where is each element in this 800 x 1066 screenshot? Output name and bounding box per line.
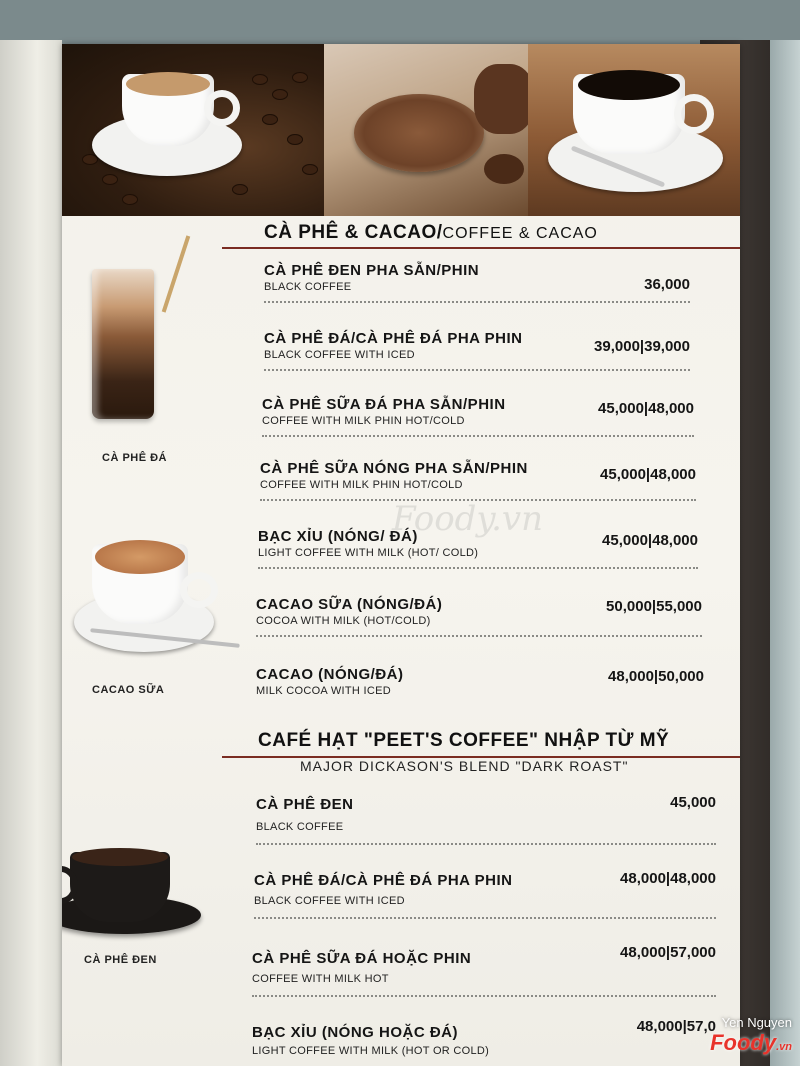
menu-item	[256, 596, 702, 627]
item-price: 48,000|57,000	[620, 944, 716, 961]
foody-logo	[710, 1030, 792, 1056]
dotted-separator	[252, 995, 716, 997]
item-price: 48,000|57,0	[636, 1018, 716, 1035]
item-english-name: LIGHT COFFEE WITH MILK (HOT OR COLD)	[252, 1045, 490, 1057]
item-name: CÀ PHÊ ĐEN	[256, 796, 354, 813]
menu-item	[254, 872, 716, 907]
item-name: CÀ PHÊ SỮA ĐÁ PHA SẴN/PHIN	[262, 396, 506, 413]
foody-logo-text: Foody	[710, 1030, 777, 1055]
item-price: 50,000|55,000	[606, 598, 702, 615]
menu-item	[264, 330, 690, 361]
menu-item	[256, 796, 716, 833]
photo-cocoa-powder-spoon	[324, 44, 528, 216]
item-price: 39,000|39,000	[594, 338, 690, 355]
photo-credit	[710, 1015, 792, 1056]
menu-item	[256, 666, 704, 697]
item-price: 48,000|48,000	[620, 870, 716, 887]
straw	[162, 235, 191, 312]
header-photos	[62, 44, 740, 216]
menu-item	[252, 944, 716, 985]
item-english-name: BLACK COFFEE WITH ICED	[254, 895, 405, 907]
item-english-name: LIGHT COFFEE WITH MILK (HOT/ COLD)	[258, 547, 479, 559]
item-price: 36,000	[644, 276, 690, 293]
foody-watermark: Foody.vn	[392, 499, 544, 539]
side-label-ca-phe-den: CÀ PHÊ ĐEN	[84, 954, 157, 966]
menu-item	[264, 262, 690, 293]
menu-item	[252, 1018, 716, 1057]
dotted-separator	[254, 917, 716, 919]
item-name: CÀ PHÊ ĐÁ/CÀ PHÊ ĐÁ PHA PHIN	[264, 330, 523, 347]
section-title-vi: CÀ PHÊ & CACAO/	[264, 222, 443, 243]
item-english-name: BLACK COFFEE	[256, 821, 344, 833]
section-rule	[222, 247, 740, 249]
item-english-name: MILK COCOA WITH ICED	[256, 685, 391, 697]
side-label-cacao-sua: CACAO SỮA	[92, 684, 165, 696]
menu-item	[262, 396, 694, 427]
side-label-ca-phe-da: CÀ PHÊ ĐÁ	[102, 452, 168, 464]
item-english-name: COFFEE WITH MILK PHIN HOT/COLD	[260, 479, 463, 491]
menu-left-page-edge	[0, 40, 62, 1066]
item-name: CACAO (NÓNG/ĐÁ)	[256, 666, 404, 683]
menu-page	[62, 44, 740, 1066]
photo-black-coffee-cup	[528, 44, 740, 216]
iced-coffee-glass-image	[92, 269, 154, 419]
dotted-separator	[258, 567, 698, 569]
item-name: CACAO SỮA (NÓNG/ĐÁ)	[256, 596, 443, 613]
item-name: CÀ PHÊ ĐEN PHA SẴN/PHIN	[264, 262, 480, 279]
foody-logo-suffix: .vn	[776, 1041, 792, 1053]
section-peets-coffee-title: CAFÉ HẠT "PEET'S COFFEE" NHẬP TỪ MỸ	[258, 730, 670, 751]
dotted-separator	[262, 435, 694, 437]
item-name: BẠC XỈU (NÓNG HOẶC ĐÁ)	[252, 1024, 458, 1041]
item-price: 45,000|48,000	[598, 400, 694, 417]
item-name: CÀ PHÊ SỮA NÓNG PHA SẴN/PHIN	[260, 460, 528, 477]
photo-coffee-with-beans	[62, 44, 324, 216]
dotted-separator	[256, 635, 702, 637]
item-name: BẠC XỈU (NÓNG/ ĐÁ)	[258, 528, 418, 545]
item-english-name: COCOA WITH MILK (HOT/COLD)	[256, 615, 431, 627]
item-price: 45,000|48,000	[602, 532, 698, 549]
item-english-name: BLACK COFFEE	[264, 281, 352, 293]
background-strip	[770, 40, 800, 1066]
dotted-separator	[264, 301, 690, 303]
item-english-name: BLACK COFFEE WITH ICED	[264, 349, 415, 361]
item-price: 45,000	[670, 794, 716, 811]
item-english-name: COFFEE WITH MILK PHIN HOT/COLD	[262, 415, 465, 427]
dotted-separator	[264, 369, 690, 371]
item-name: CÀ PHÊ SỮA ĐÁ HOẶC PHIN	[252, 950, 472, 967]
item-name: CÀ PHÊ ĐÁ/CÀ PHÊ ĐÁ PHA PHIN	[254, 872, 513, 889]
menu-item	[260, 460, 696, 491]
section-title-en: COFFEE & CACAO	[442, 225, 598, 242]
photographer-name: Yen Nguyen	[721, 1015, 792, 1030]
section-peets-subtitle: MAJOR DICKASON'S BLEND "DARK ROAST"	[300, 758, 629, 774]
dotted-separator	[256, 843, 716, 845]
item-english-name: COFFEE WITH MILK HOT	[252, 973, 389, 985]
item-price: 45,000|48,000	[600, 466, 696, 483]
item-price: 48,000|50,000	[608, 668, 704, 685]
section-coffee-cacao-title	[264, 222, 598, 244]
